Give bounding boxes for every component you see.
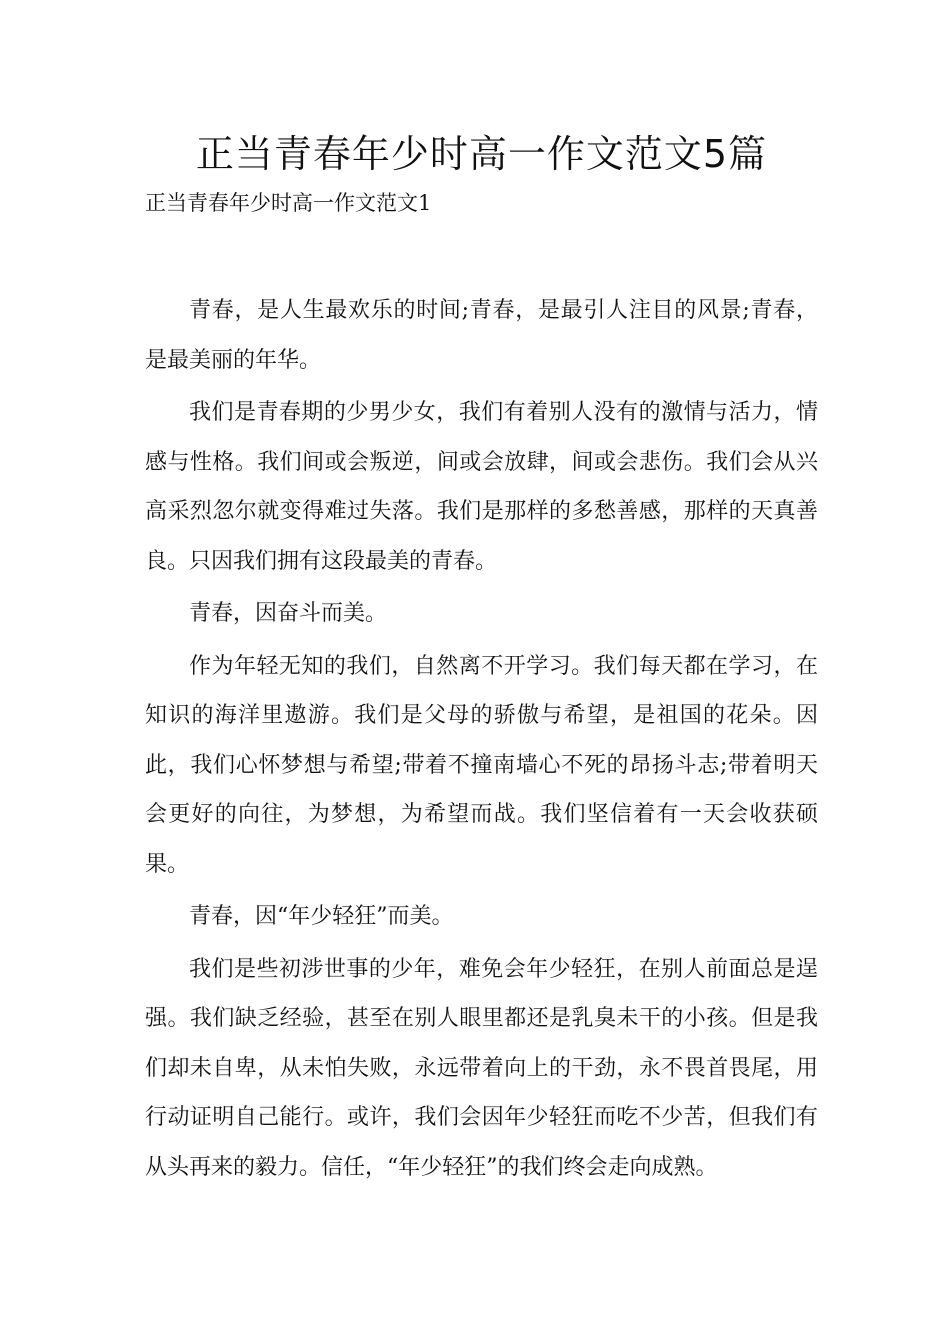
section-heading: 正当青春年少时高一作文范文1 (145, 191, 432, 215)
paragraph-4: 作为年轻无知的我们，自然离不开学习。我们每天都在学习，在知识的海洋里遨游。我们是父母的骄傲与希望，是祖国的花朵。因此，我们心怀梦想与希望;带着不撞南墙心不死的昂扬斗志;带着明天会更好的向往，为梦想，为希望而战。我们坚信着有一天会收获硕果。 (145, 653, 818, 877)
paragraph-3: 青春，因奋斗而美。 (189, 601, 388, 626)
document-title: 正当青春年少时高一作文范文5篇 (195, 132, 768, 176)
paragraph-2: 我们是青春期的少男少女，我们有着别人没有的激情与活力，情感与性格。我们间或会叛逆，间或会放肆，间或会悲伤。我们会从兴高采烈忽尔就变得难过失落。我们是那样的多愁善感，那样的天真善良。只因我们拥有这段最美的青春。 (145, 400, 818, 574)
paragraph-1: 青春，是人生最欢乐的时间;青春，是最引人注目的风景;青春，是最美丽的年华。 (145, 298, 818, 373)
paragraph-5: 青春，因“年少轻狂”而美。 (189, 904, 454, 929)
spacer (145, 220, 818, 286)
paragraph-6: 我们是些初涉世事的少年，难免会年少轻狂，在别人前面总是逞强。我们缺乏经验，甚至在别人眼里都还是乳臭未干的小孩。但是我们却未自卑，从未怕失败，永远带着向上的干劲，永不畏首畏尾，用行动证明自己能行。或许，我们会因年少轻狂而吃不少苦，但我们有从头再来的毅力。信任，“年少轻狂”的我们终会走向成熟。 (145, 956, 818, 1180)
